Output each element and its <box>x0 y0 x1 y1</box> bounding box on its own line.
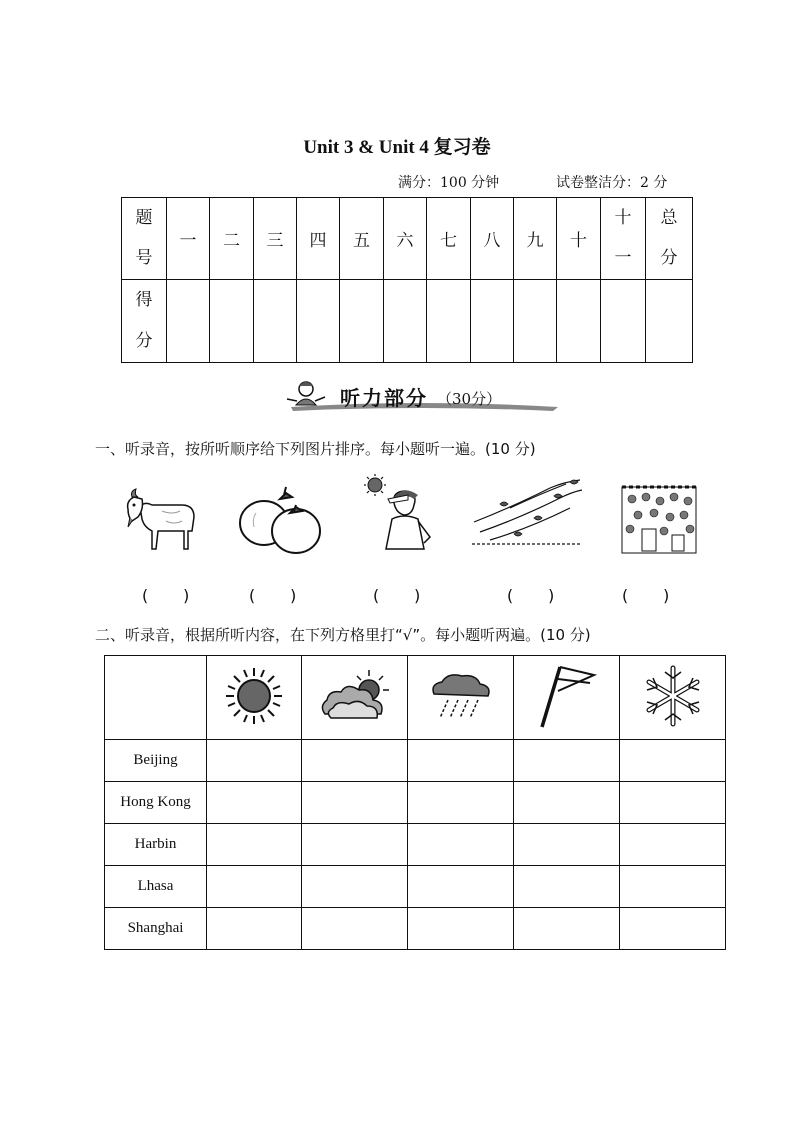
city-label: Beijing <box>105 740 207 782</box>
page-title: Unit 3 & Unit 4 复习卷 <box>303 137 491 158</box>
check-cell[interactable] <box>207 866 302 908</box>
column-header: 五 <box>340 198 384 280</box>
answer-blank[interactable]: ( ) <box>620 586 672 605</box>
weather-header-windy <box>514 656 620 740</box>
check-cell[interactable] <box>207 824 302 866</box>
score-table <box>121 197 693 363</box>
row-label-question-number: 题 号 <box>122 198 167 280</box>
check-cell[interactable] <box>408 866 514 908</box>
weather-table <box>104 655 726 950</box>
check-cell[interactable] <box>514 740 620 782</box>
score-cell[interactable] <box>167 280 210 363</box>
check-cell[interactable] <box>620 908 726 950</box>
check-cell[interactable] <box>207 908 302 950</box>
column-header: 六 <box>384 198 427 280</box>
check-cell[interactable] <box>207 782 302 824</box>
column-header: 八 <box>471 198 514 280</box>
column-header-total: 总 分 <box>646 198 693 280</box>
city-label: Shanghai <box>105 908 207 950</box>
check-cell[interactable] <box>514 908 620 950</box>
check-cell[interactable] <box>302 782 408 824</box>
section-points: （30分） <box>437 390 502 408</box>
neatness-score: 试卷整洁分：2 分 <box>556 175 668 191</box>
score-cell[interactable] <box>254 280 297 363</box>
check-cell[interactable] <box>302 740 408 782</box>
answer-blank[interactable]: ( ) <box>371 586 423 605</box>
check-cell[interactable] <box>408 908 514 950</box>
check-cell[interactable] <box>514 824 620 866</box>
wind-flag-icon <box>532 661 602 731</box>
check-cell[interactable] <box>620 740 726 782</box>
flower-garden-picture <box>620 479 698 555</box>
score-cell[interactable] <box>514 280 557 363</box>
score-cell[interactable] <box>646 280 693 363</box>
column-header: 三 <box>254 198 297 280</box>
section-title: 听力部分 <box>340 386 428 410</box>
sun-icon <box>224 666 284 726</box>
check-cell[interactable] <box>620 782 726 824</box>
check-cell[interactable] <box>408 782 514 824</box>
weather-header-snowy <box>620 656 726 740</box>
rain-icon <box>426 666 496 726</box>
answer-blank[interactable]: ( ) <box>140 586 192 605</box>
score-cell[interactable] <box>427 280 471 363</box>
answer-blank[interactable]: ( ) <box>247 586 299 605</box>
check-cell[interactable] <box>408 740 514 782</box>
column-header: 二 <box>210 198 254 280</box>
sunny-boy-picture <box>362 473 434 553</box>
score-cell[interactable] <box>384 280 427 363</box>
answer-blank[interactable]: ( ) <box>505 586 557 605</box>
check-cell[interactable] <box>514 866 620 908</box>
row-label-score: 得 分 <box>122 280 167 363</box>
check-cell[interactable] <box>302 824 408 866</box>
windy-picture <box>470 478 586 554</box>
score-cell[interactable] <box>471 280 514 363</box>
score-cell[interactable] <box>557 280 601 363</box>
column-header: 一 <box>167 198 210 280</box>
column-header: 九 <box>514 198 557 280</box>
score-cell[interactable] <box>340 280 384 363</box>
column-header: 七 <box>427 198 471 280</box>
weather-header-sunny <box>207 656 302 740</box>
tomatoes-picture <box>236 483 324 555</box>
mascot-icon <box>287 382 325 405</box>
check-cell[interactable] <box>620 866 726 908</box>
city-label: Hong Kong <box>105 782 207 824</box>
city-label: Lhasa <box>105 866 207 908</box>
check-cell[interactable] <box>207 740 302 782</box>
column-header-eleven: 十 一 <box>601 198 646 280</box>
cloudy-icon <box>317 666 393 726</box>
question-1-text: 一、听录音，按所听顺序给下列图片排序。每小题听一遍。(10 分) <box>95 440 536 458</box>
question-2-text: 二、听录音，根据所听内容，在下列方格里打“√”。每小题听两遍。(10 分) <box>95 626 591 644</box>
full-score: 满分：100 分钟 <box>398 175 500 191</box>
check-cell[interactable] <box>302 908 408 950</box>
score-cell[interactable] <box>210 280 254 363</box>
check-cell[interactable] <box>302 866 408 908</box>
score-cell[interactable] <box>601 280 646 363</box>
check-cell[interactable] <box>514 782 620 824</box>
corner-cell <box>105 656 207 740</box>
column-header: 十 <box>557 198 601 280</box>
score-cell[interactable] <box>297 280 340 363</box>
weather-header-cloudy <box>302 656 408 740</box>
goat-picture <box>122 487 200 553</box>
check-cell[interactable] <box>408 824 514 866</box>
check-cell[interactable] <box>620 824 726 866</box>
snowflake-icon <box>641 664 705 728</box>
weather-header-rainy <box>408 656 514 740</box>
city-label: Harbin <box>105 824 207 866</box>
column-header: 四 <box>297 198 340 280</box>
